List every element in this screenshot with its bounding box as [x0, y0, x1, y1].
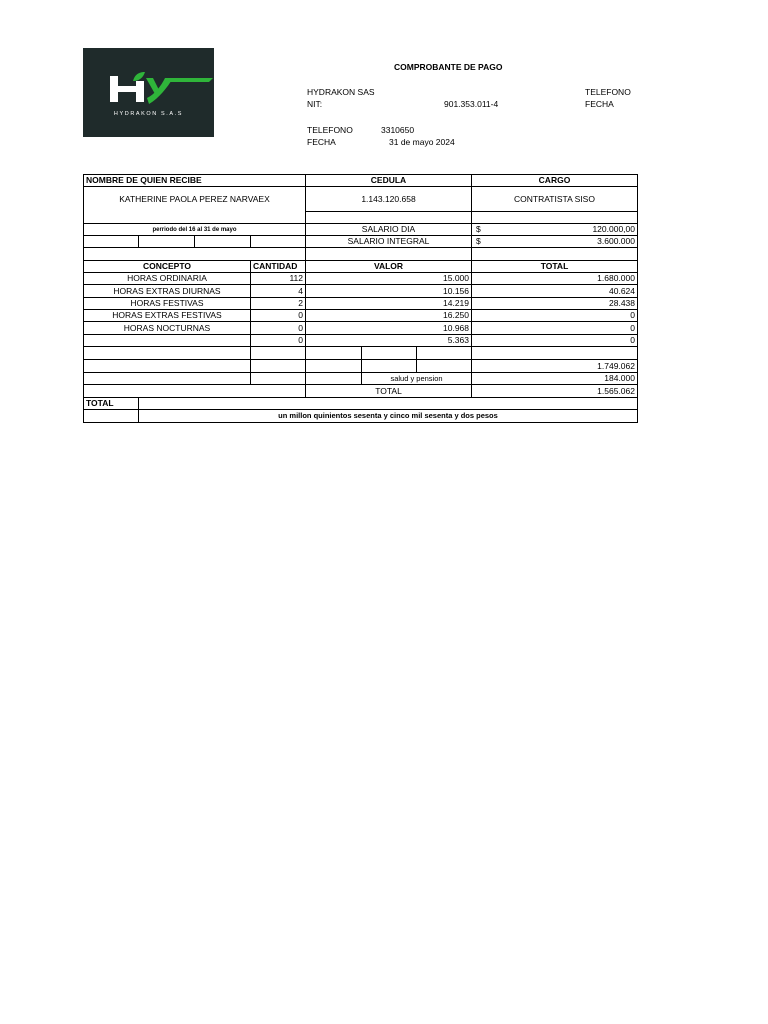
fecha-label: FECHA [307, 137, 336, 147]
company-logo [83, 48, 214, 137]
salario-dia-label: SALARIO DIA [361, 224, 416, 235]
total-value: 1.565.062 [597, 385, 635, 396]
total-cell: 28.438 [609, 298, 635, 309]
employee-cedula: 1.143.120.658 [361, 193, 416, 204]
cantidad-cell: 112 [289, 273, 303, 284]
salario-integral-value: 3.600.000 [597, 236, 635, 247]
concepto-cell: HORAS EXTRAS DIURNAS [113, 285, 221, 296]
total-cell: 1.680.000 [597, 273, 635, 284]
valor-cell: 14.219 [443, 298, 469, 309]
concepto-cell: HORAS ORDINARIA [127, 273, 207, 284]
valor-cell: 16.250 [443, 310, 469, 321]
deduction-value: 184.000 [604, 373, 635, 384]
cantidad-cell: 0 [298, 335, 303, 346]
period-text: perriodo del 16 al 31 de mayo [152, 226, 237, 233]
total-cell: 40.624 [609, 285, 635, 296]
valor-header: VALOR [373, 261, 404, 272]
salario-integral-currency: $ [476, 236, 481, 247]
total-header: TOTAL [540, 261, 569, 272]
total-cell: 0 [630, 322, 635, 333]
salario-dia-currency: $ [476, 224, 481, 235]
cantidad-cell: 2 [298, 298, 303, 309]
right-telefono-label: TELEFONO [585, 87, 631, 97]
company-name: HYDRAKON SAS [307, 87, 375, 97]
cantidad-cell: 4 [298, 285, 303, 296]
employee-cargo: CONTRATISTA SISO [514, 193, 595, 204]
cargo-header: CARGO [538, 175, 571, 186]
telefono-value: 3310650 [381, 125, 415, 135]
fecha-value: 31 de mayo 2024 [389, 137, 455, 147]
nit-label: NIT: [307, 99, 323, 109]
cantidad-header: CANTIDAD [253, 261, 298, 272]
cantidad-cell: 0 [298, 310, 303, 321]
name-header: NOMBRE DE QUIEN RECIBE [86, 175, 202, 186]
telefono-label: TELEFONO [307, 125, 353, 135]
salario-dia-value: 120.000,00 [592, 224, 635, 235]
valor-cell: 5.363 [447, 335, 469, 346]
valor-cell: 10.156 [443, 285, 469, 296]
salario-integral-label: SALARIO INTEGRAL [347, 236, 430, 247]
employee-name: KATHERINE PAOLA PEREZ NARVAEX [119, 193, 270, 204]
cantidad-cell: 0 [298, 322, 303, 333]
nit-value: 901.353.011-4 [444, 99, 499, 109]
logo-wordmark: HYDRAKON S.A.S [113, 111, 184, 117]
amount-in-words: un millon quinientos sesenta y cinco mil sesenta y dos pesos [278, 411, 498, 421]
concepto-cell: HORAS EXTRAS FESTIVAS [112, 310, 222, 321]
total-cell: 0 [630, 335, 635, 346]
document-title: COMPROBANTE DE PAGO [394, 62, 503, 72]
valor-cell: 15.000 [443, 273, 469, 284]
grand-total-label: TOTAL [86, 398, 114, 409]
right-fecha-label: FECHA [585, 99, 614, 109]
concepto-cell: HORAS NOCTURNAS [123, 322, 211, 333]
concepto-header: CONCEPTO [142, 261, 192, 272]
total-label: TOTAL [375, 385, 402, 396]
subtotal-value: 1.749.062 [597, 360, 635, 371]
total-cell: 0 [630, 310, 635, 321]
deduction-label: salud y pension [390, 373, 443, 383]
concepto-cell [84, 335, 250, 346]
valor-cell: 10.968 [443, 322, 469, 333]
cedula-header: CEDULA [370, 175, 407, 186]
concepto-cell: HORAS FESTIVAS [130, 298, 204, 309]
